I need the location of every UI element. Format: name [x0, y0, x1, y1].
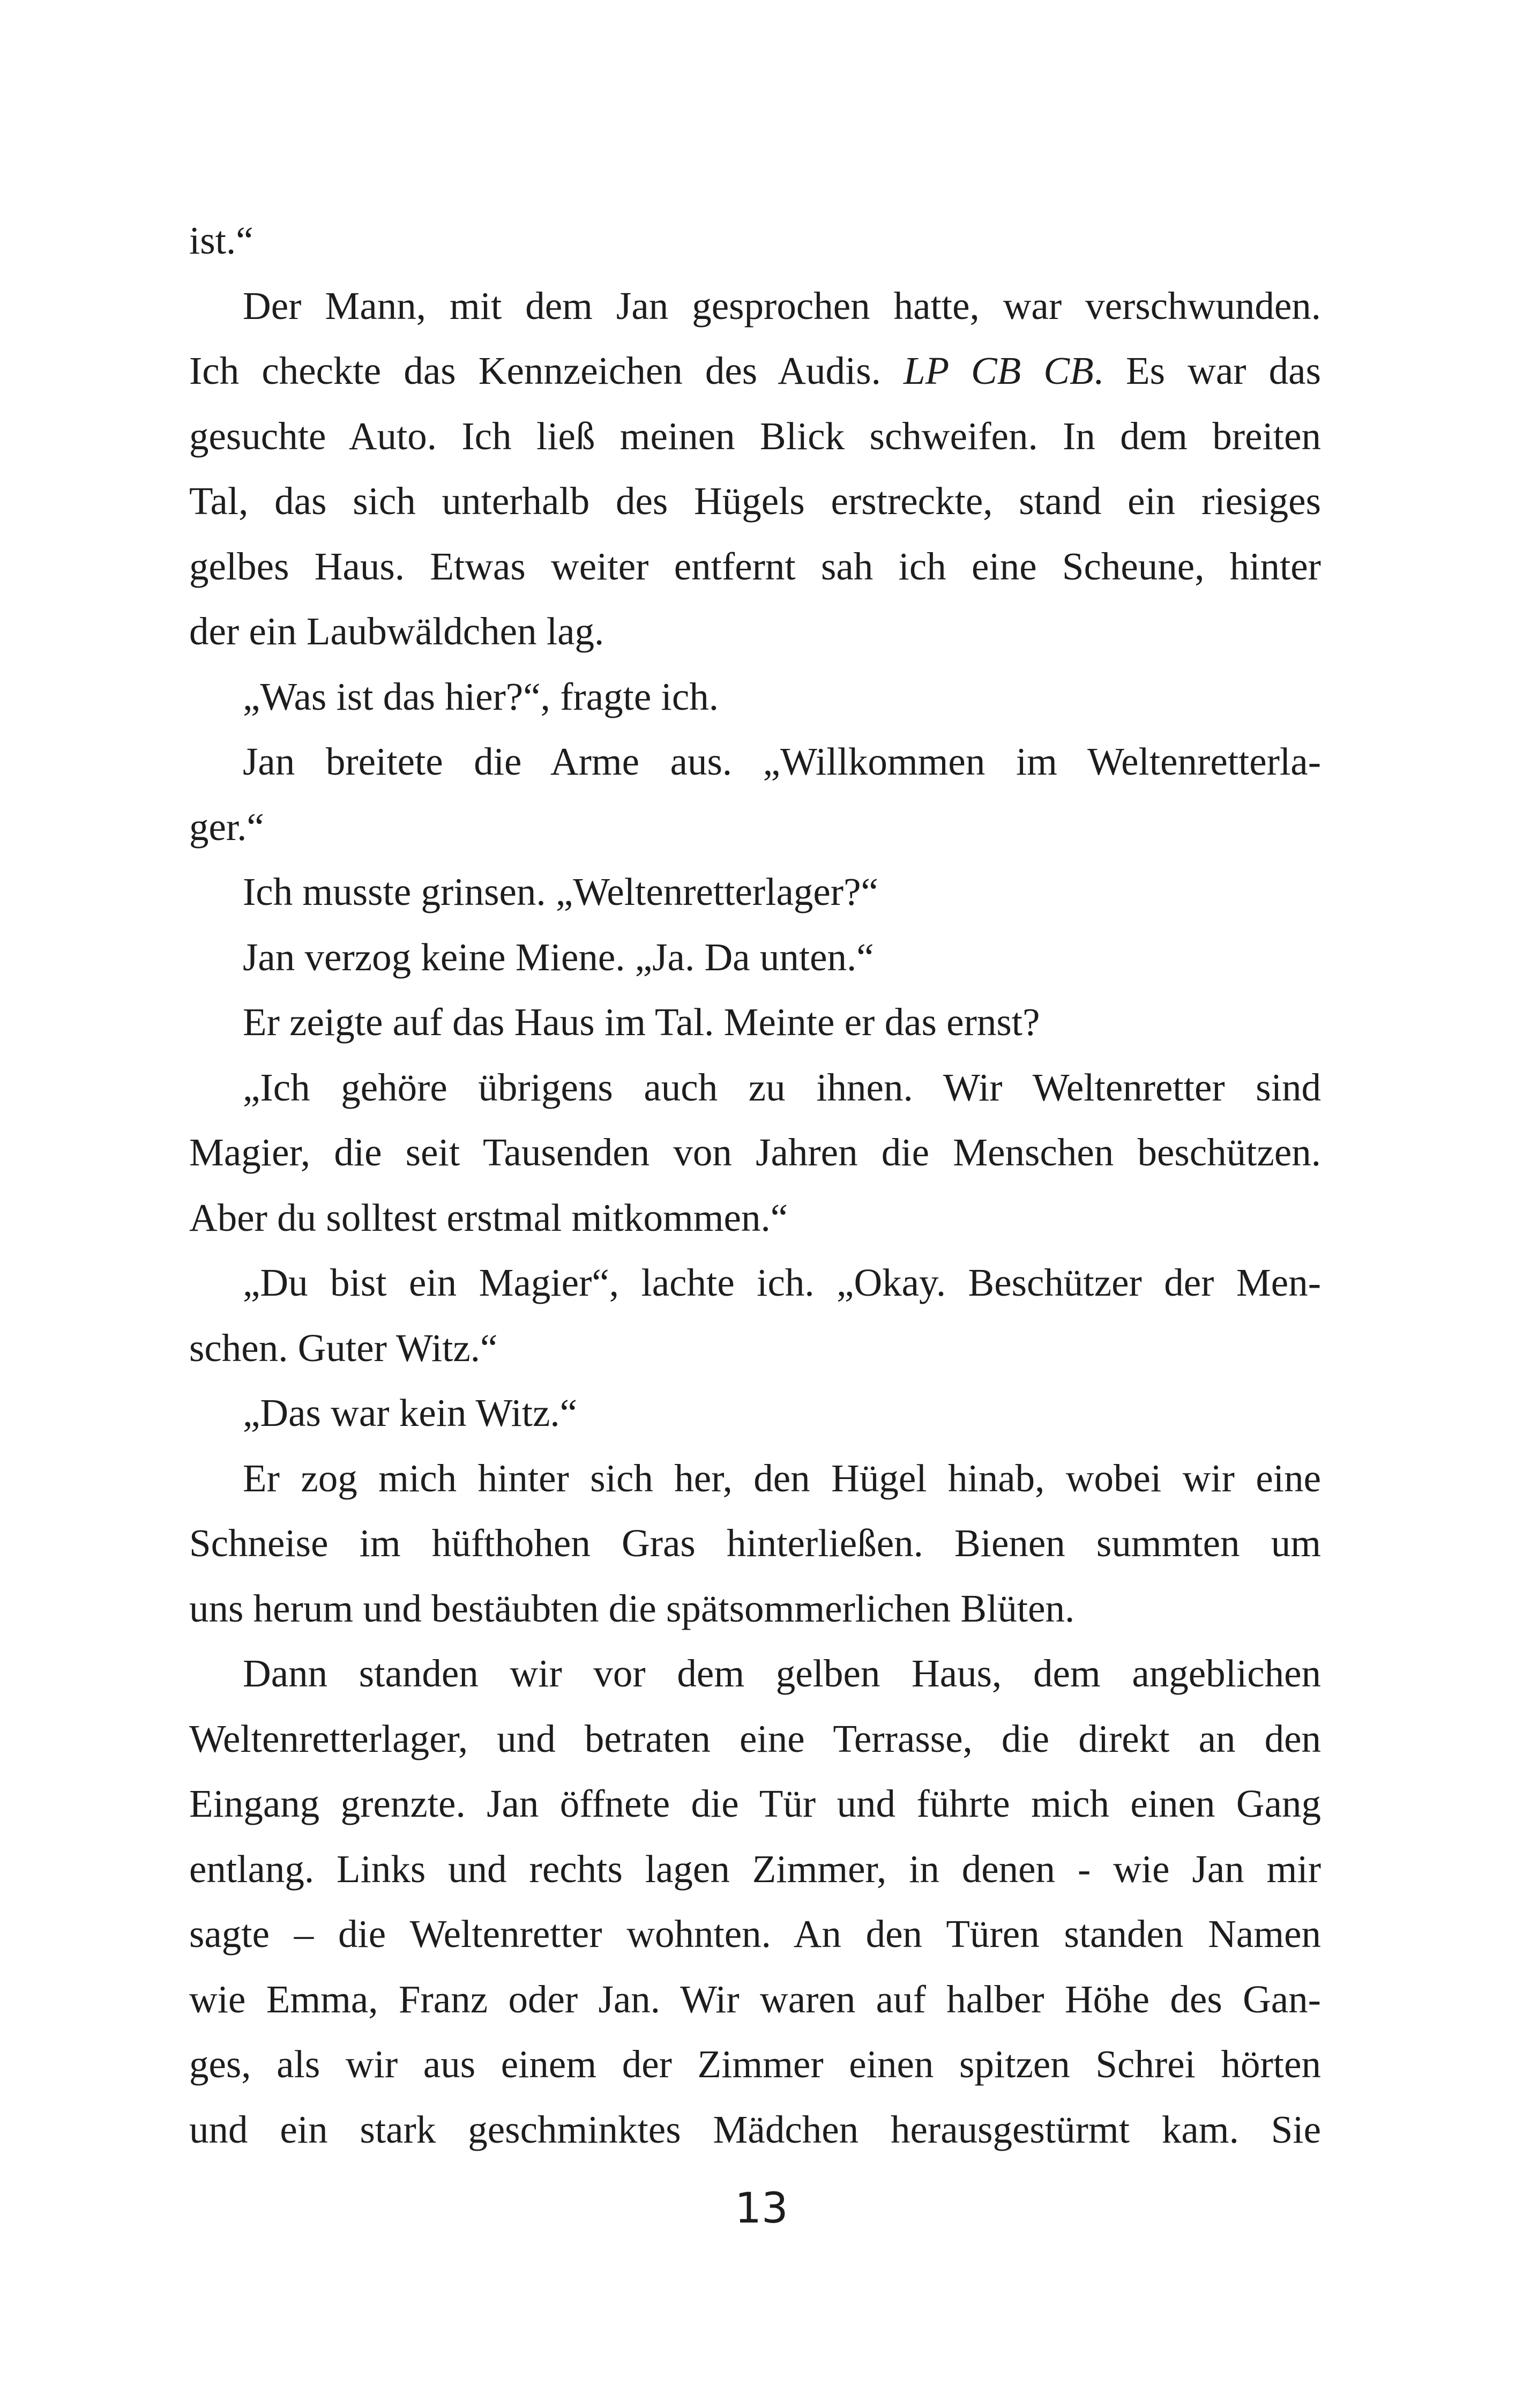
- text-line: ger.“: [189, 805, 264, 849]
- text-segment: . Es war das: [1093, 349, 1321, 392]
- text-line: „Du bist ein Magier“, lachte ich. „Okay. Beschützer der Men-: [243, 1261, 1321, 1304]
- text-line: „Das war kein Witz.“: [243, 1391, 578, 1435]
- text-line: Dann standen wir vor dem gelben Haus, dem angeblichen: [243, 1652, 1321, 1695]
- text-line: ist.“: [189, 219, 253, 262]
- text-line: Eingang grenzte. Jan öffnete die Tür und führte mich einen Gang: [189, 1782, 1321, 1825]
- text-line: [189, 338, 1321, 404]
- text-line: Jan verzog keine Miene. „Ja. Da unten.“: [243, 935, 874, 979]
- text-line: gelbes Haus. Etwas weiter entfernt sah ich eine Scheune, hinter: [189, 544, 1321, 588]
- license-plate-text: LP CB CB: [904, 349, 1094, 392]
- text-line: „Ich gehöre übrigens auch zu ihnen. Wir Weltenretter sind: [243, 1065, 1321, 1109]
- text-line: Aber du solltest erstmal mitkommen.“: [189, 1195, 788, 1239]
- text-line: Ich musste grinsen. „Weltenretterlager?“: [243, 870, 878, 913]
- text-line: entlang. Links und rechts lagen Zimmer, in denen - wie Jan mir: [189, 1847, 1321, 1891]
- text-line: uns herum und bestäubten die spätsommerlichen Blüten.: [189, 1586, 1075, 1630]
- text-line: Weltenretterlager, und betraten eine Terrasse, die direkt an den: [189, 1716, 1321, 1760]
- text-line: Er zeigte auf das Haus im Tal. Meinte er das ernst?: [243, 1000, 1040, 1044]
- page-number: 13: [735, 2184, 788, 2233]
- text-line: Der Mann, mit dem Jan gesprochen hatte, war verschwunden.: [243, 284, 1321, 328]
- text-line: Jan breitete die Arme aus. „Willkommen im Weltenretterla-: [243, 740, 1321, 783]
- text-line: Er zog mich hinter sich her, den Hügel hinab, wobei wir eine: [243, 1456, 1321, 1500]
- text-line: Magier, die seit Tausenden von Jahren die Menschen beschützen.: [189, 1131, 1321, 1174]
- text-line: Schneise im hüfthohen Gras hinterließen. Bienen summten um: [189, 1521, 1321, 1565]
- text-line: und ein stark geschminktes Mädchen herausgestürmt kam. Sie: [189, 2107, 1321, 2151]
- text-line: gesuchte Auto. Ich ließ meinen Blick schweifen. In dem breiten: [189, 414, 1321, 458]
- text-line: Tal, das sich unterhalb des Hügels erstreckte, stand ein riesiges: [189, 479, 1321, 523]
- text-line: der ein Laubwäldchen lag.: [189, 610, 604, 653]
- text-line: wie Emma, Franz oder Jan. Wir waren auf halber Höhe des Gan-: [189, 1977, 1321, 2021]
- body-text: [189, 208, 1321, 2162]
- text-line: ges, als wir aus einem der Zimmer einen spitzen Schrei hörten: [189, 2042, 1321, 2086]
- text-segment: Ich checkte das Kennzeichen des Audis.: [189, 349, 904, 392]
- text-line: schen. Guter Witz.“: [189, 1326, 498, 1370]
- text-line: sagte – die Weltenretter wohnten. An den Türen standen Namen: [189, 1912, 1321, 1956]
- text-line: „Was ist das hier?“, fragte ich.: [243, 674, 719, 718]
